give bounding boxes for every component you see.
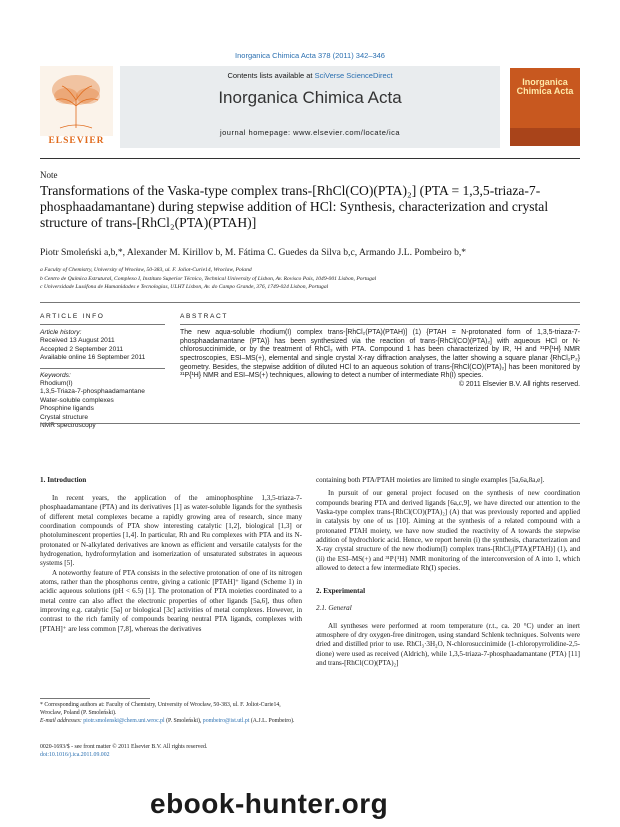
elsevier-logo bbox=[40, 66, 113, 148]
affiliation-a: a Faculty of Chemistry, University of Wrocław, 50-383, ul. F. Joliot-Curie14, Wroclaw, Poland bbox=[40, 267, 252, 273]
email-owner-1: (P. Smoleński), bbox=[166, 717, 202, 724]
journal-banner bbox=[120, 66, 500, 148]
history-online: Available online 16 September 2011 bbox=[40, 354, 146, 362]
keyword: Crystal structure bbox=[40, 413, 88, 421]
info-rule bbox=[40, 302, 580, 303]
email-line bbox=[40, 718, 302, 726]
issn-line: 0020-1693/$ - see front matter © 2011 Elsevier B.V. All rights reserved. bbox=[40, 744, 208, 750]
general-heading: 2.1. General bbox=[316, 604, 352, 613]
corresponding-author-note: * Corresponding authors at: Faculty of Chemistry, University of Wrocław, 50-383, ul. F. Joliot-Curie14, Wroclaw, Poland (P. Smoleński). bbox=[40, 702, 281, 716]
intro-paragraph-2: A noteworthy feature of PTA consists in the selective protonation of one of its nitrogen atoms, rather than the phosphorus centre, giving a cationic [PTAH]⁺ ligand (Scheme 1) in acidic aqueous solutions (pH < 6.5) [1]. The protonation of PTA moieties coordinated to a metal centre can also affect the electronic properties of other ligands [5a,6], thus often improving e.g. catalytic [5a] or biological [3c] activities of metal complexes. However, in contrast to the rich family of compounds bearing neutral PTA ligands, complexes with [PTAH]⁺ are less common [7,8], whereas the derivatives bbox=[40, 568, 302, 633]
keyword: Rhodium(I) bbox=[40, 380, 73, 388]
publisher-name: ELSEVIER bbox=[48, 136, 105, 146]
abstract-text: The new aqua-soluble rhodium(I) complex trans-[RhCl₂(PTA)(PTAH)] (1) {PTAH = N-protonated form of 1,3,5-triaza-7-phosphaadamantane (PTA)} has been synthesized via the reaction of trans-[RhCl(CO)(PTA)₂] with aqueous HCl or N-chlorosuccinimide, or by the treatment of RhCl₃ with PTA. Compound 1 has been characterized by IR, ¹H and ³¹P{¹H} NMR spectroscopies, ESI–MS(+), elemental and single crystal X-ray diffraction analyses, the latter showing a square planar {RhCl₂P₂} geometry. Besides, the stepwise addition of diluted HCl to an aqueous solution of trans-[RhCl(CO)(PTA)₂] has been monitored by ³¹P{¹H} NMR and ESI–MS(+) techniques, allowing to detect a number of intermediate Rh(I) species. bbox=[180, 329, 580, 380]
article-info-rule bbox=[40, 324, 165, 325]
elsevier-tree-icon bbox=[40, 66, 113, 136]
left-column bbox=[40, 476, 302, 634]
right-paragraph-2: In pursuit of our general project focused on the synthesis of new coordination compounds bearing PTA and derived ligands [6a,c,9], we have directed our attention to the Vaska-type complex trans-[RhCl(CO)(PTA)₂] (A) that was previously reported and applied in catalysis by one of us [10]. Aiming at the synthesis of a related compound with a protonated PTAH moiety, we have now studied the reactivity of A towards the stepwise addition of hydrochloric acid. Hence, we report herein (i) the synthesis, characterization and X-ray crystal structure of the new rhodium(I) complex trans-[RhCl₂(PTA)(PTAH)] (1), and (ii) the ESI–MS(+) and ³¹P{¹H} NMR monitoring of the interconversion of A into 1, which allowed to detect a few intermediate Rh(I) species. bbox=[316, 489, 580, 573]
affiliation-c: c Universidade Lusófona de Humanidades e Tecnologias, ULHT Lisbon, Av. do Campo Grande, 376, 1749-024 Lisbon, Portugal bbox=[40, 284, 329, 291]
doi-link[interactable]: doi:10.1016/j.ica.2011.09.002 bbox=[40, 751, 110, 758]
email-label: E-mail addresses: bbox=[40, 717, 82, 724]
keyword: Water-soluble complexes bbox=[40, 396, 114, 404]
right-paragraph-3: All syntheses were performed at room temperature (r.t., ca. 20 °C) under an inert atmosphere of dry oxygen-free dinitrogen, using standard Schlenk techniques. Solvents were dried and distilled prior to use. RhCl₃·3H₂O, N-chlorosuccinimide (1-chloropyrrolidine-2,5-dione) were used as received (Aldrich), while 1,3,5-triaza-7-phosphaadamantane (PTA) [11] and trans-[RhCl(CO)(PTA)₂] bbox=[316, 621, 580, 668]
abstract-copyright: © 2011 Elsevier B.V. All rights reserved. bbox=[458, 380, 580, 388]
history-received: Received 13 August 2011 bbox=[40, 337, 115, 345]
keyword: 1,3,5-Triaza-7-phosphaadamantane bbox=[40, 388, 145, 396]
right-paragraph-1: containing both PTA/PTAH moieties are limited to single examples [5a,6a,8a,e]. bbox=[316, 476, 545, 484]
intro-paragraph-1: In recent years, the application of the aminophosphine 1,3,5-triaza-7-phosphaadamantane (PTA) and its derivatives [1] as water-soluble ligands for the synthesis of different metal complexes became a rapidly growing area of research, since many coordination compounds of PTA show interesting catalytic [1,2], biological [1,3] or photoluminescent properties [1,4]. In particular, Rh and Ru complexes with PTA and its N-protonated or N-alkylated derivatives are known as efficient and versatile catalysts for the hydrogenation, hydroformylation and isomerization of unsaturated substrates in aqueous systems [5]. bbox=[40, 494, 302, 568]
abstract-rule bbox=[180, 324, 580, 325]
watermark: ebook-hunter.org bbox=[150, 788, 389, 819]
contents-prefix: Contents lists available at bbox=[227, 71, 315, 80]
right-column bbox=[316, 476, 580, 669]
intro-heading: 1. Introduction bbox=[40, 476, 87, 484]
history-label: Article history: bbox=[40, 329, 82, 336]
sciencedirect-link[interactable]: SciVerse ScienceDirect bbox=[314, 71, 393, 80]
history-accepted: Accepted 2 September 2011 bbox=[40, 345, 124, 353]
cover-title: Inorganica Chimica Acta bbox=[516, 77, 574, 96]
article-type: Note bbox=[40, 170, 58, 180]
front-matter bbox=[40, 744, 340, 760]
cover-band bbox=[510, 128, 580, 146]
keyword: Phosphine ligands bbox=[40, 405, 94, 413]
journal-cover-thumbnail bbox=[510, 68, 580, 146]
abstract-body bbox=[180, 329, 580, 390]
abstract-bottom-rule bbox=[40, 423, 580, 424]
header-rule bbox=[40, 158, 580, 159]
affiliation-b: b Centro de Química Estrutural, Complexo I, Instituto Superior Técnico, Technical University of Lisbon, Av. Rovisco Pais, 1049-001 Lisbon, Portugal bbox=[40, 275, 377, 282]
abstract-heading: ABSTRACT bbox=[180, 313, 228, 320]
article-title: Transformations of the Vaska-type complex trans-[RhCl(CO)(PTA)₂] (PTA = 1,3,5-triaza-7-phosphaadamantane) during stepwise addition of HCl: Synthesis, characterization and crystal structure of trans-[RhCl₂(PTA)(PTAH)] bbox=[40, 183, 549, 230]
article-info-heading: ARTICLE INFO bbox=[40, 313, 105, 320]
contents-line bbox=[120, 71, 500, 80]
journal-title: Inorganica Chimica Acta bbox=[218, 88, 402, 107]
journal-masthead bbox=[40, 66, 580, 148]
keywords-label: Keywords: bbox=[40, 371, 71, 379]
journal-homepage[interactable]: journal homepage: www.elsevier.com/locate/ica bbox=[219, 128, 401, 137]
email-link-1[interactable]: piotr.smolenski@chem.uni.wroc.pl bbox=[83, 717, 165, 724]
citation-line[interactable]: Inorganica Chimica Acta 378 (2011) 342–346 bbox=[235, 51, 385, 60]
keyword: NMR spectroscopy bbox=[40, 422, 96, 430]
email-owner-2: (A.J.L. Pombeiro). bbox=[250, 717, 295, 724]
affiliations bbox=[40, 266, 580, 292]
footnotes bbox=[40, 702, 302, 725]
experimental-heading: 2. Experimental bbox=[316, 587, 366, 596]
author-list: Piotr Smoleński a,b,*, Alexander M. Kirillov b, M. Fátima C. Guedes da Silva b,c, Armando J.L. Pombeiro b,* bbox=[40, 247, 467, 258]
email-link-2[interactable]: pombeiro@ist.utl.pt bbox=[202, 717, 250, 724]
keywords-rule bbox=[40, 368, 165, 369]
article-info-panel bbox=[40, 313, 165, 430]
footnote-rule bbox=[40, 698, 150, 699]
